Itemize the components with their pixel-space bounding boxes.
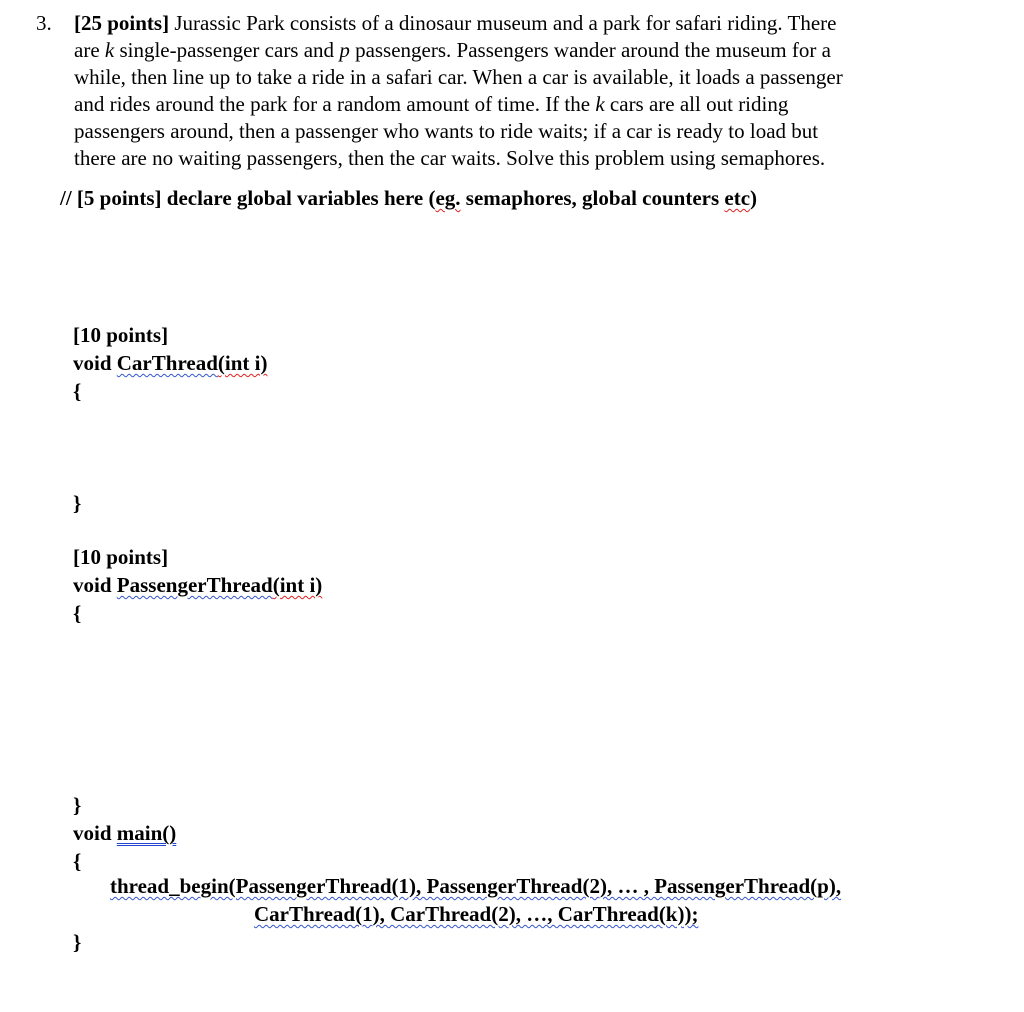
main-open-brace: {: [73, 849, 82, 873]
problem-line-4: and rides around the park for a random amount of time. If the k cars are all out riding: [74, 92, 789, 116]
problem-line-5: passengers around, then a passenger who wants to ride waits; if a car is ready to load but: [74, 119, 819, 143]
thread-begin-call-line1: thread_begin(PassengerThread(1), PassengerThread(2), … , PassengerThread(p),: [110, 874, 842, 898]
problem-line-2: are k single-passenger cars and p passengers. Passengers wander around the museum for a: [74, 38, 831, 62]
problem-line-1: [25 points] Jurassic Park consists of a dinosaur museum and a park for safari riding. There: [74, 11, 837, 35]
problem-number: 3.: [36, 11, 52, 35]
problem-line-3: while, then line up to take a ride in a safari car. When a car is available, it loads a passenger: [74, 65, 843, 89]
passenger-thread-name: PassengerThread: [116, 573, 273, 597]
car-open-brace: {: [73, 379, 82, 403]
problem-points: [25 points]: [74, 11, 170, 35]
main-close-brace: }: [73, 930, 82, 954]
passenger-open-brace: {: [73, 601, 82, 625]
car-signature: void CarThread(int i): [73, 351, 268, 375]
passenger-signature: void PassengerThread(int i): [73, 573, 323, 597]
globals-comment: // [5 points] declare global variables here (eg. semaphores, global counters etc): [60, 186, 758, 210]
car-thread-name: CarThread: [116, 351, 218, 375]
thread-begin-call-line2: CarThread(1), CarThread(2), …, CarThread(k));: [254, 902, 699, 926]
problem-paragraph: [74, 10, 994, 172]
problem-line-6: there are no waiting passengers, then the car waits. Solve this problem using semaphores.: [74, 146, 826, 170]
main-signature: void main(): [73, 821, 177, 845]
passenger-points: [10 points]: [73, 545, 169, 569]
main-name: main(): [116, 821, 177, 845]
car-points: [10 points]: [73, 323, 169, 347]
car-close-brace: }: [73, 491, 82, 515]
passenger-close-brace: }: [73, 793, 82, 817]
